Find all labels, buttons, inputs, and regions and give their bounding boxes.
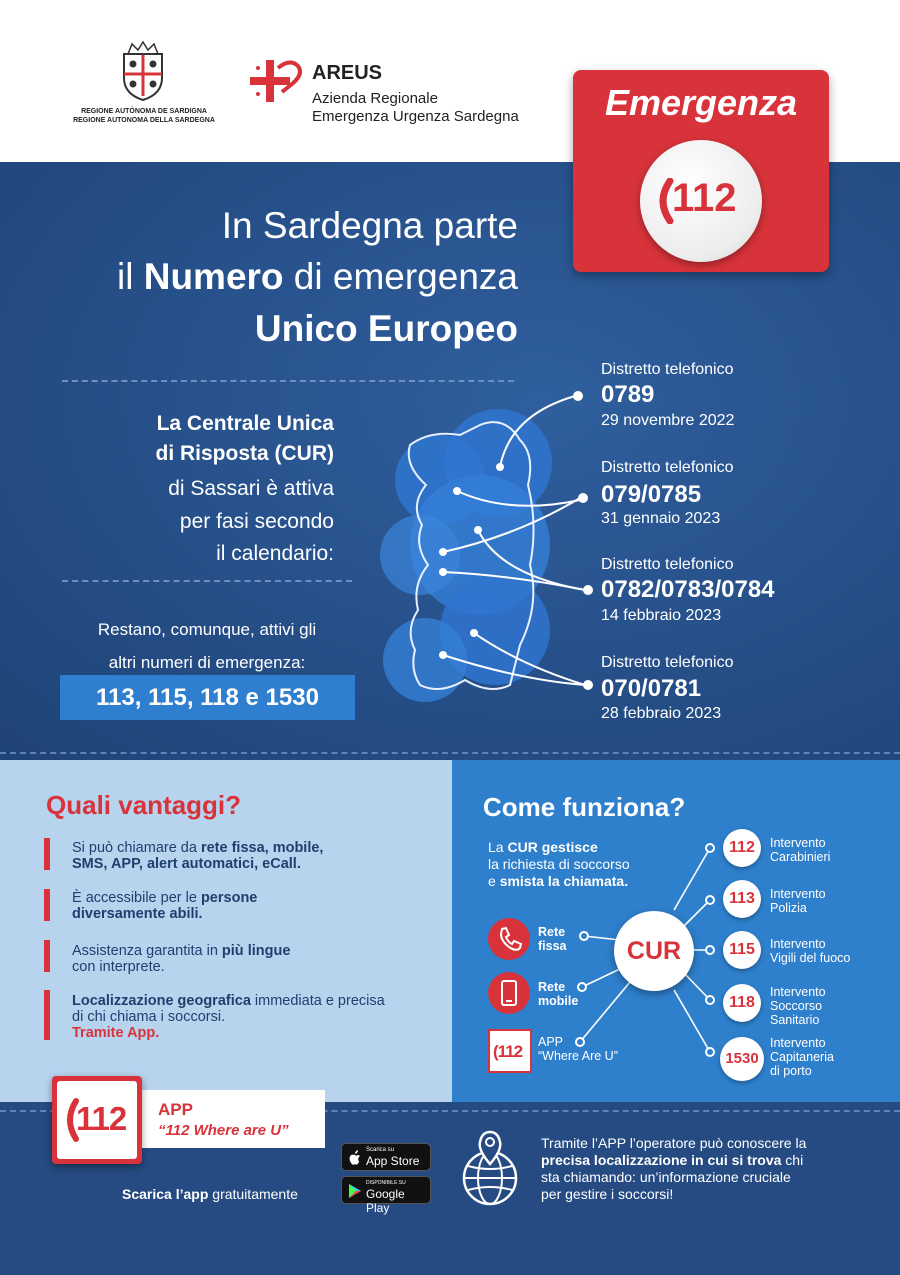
bullet-bar bbox=[44, 990, 50, 1040]
district-4-number: 070/0781 bbox=[601, 675, 702, 702]
other-numbers-box: 113, 115, 118 e 1530 bbox=[60, 675, 355, 720]
globe-location-icon bbox=[460, 1130, 520, 1206]
app-112-logo: 112 bbox=[52, 1076, 142, 1164]
areus-title: AREUS bbox=[312, 62, 383, 84]
output-1530-label: Intervento Capitaneria di porto bbox=[770, 1036, 834, 1078]
output-115-circle: 115 bbox=[723, 931, 761, 969]
google-play-icon bbox=[348, 1183, 362, 1199]
divider bbox=[0, 752, 900, 754]
district-1-date: 29 novembre 2022 bbox=[601, 412, 735, 429]
district-1-number: 0789 bbox=[601, 381, 655, 408]
district-4-label: Distretto telefonico bbox=[601, 654, 734, 671]
region-name: REGIONE AUTÒNOMA DE SARDIGNA REGIONE AUTONOMA DELLA SARDEGNA bbox=[73, 108, 215, 124]
areus-subtitle: Azienda Regionale Emergenza Urgenza Sardegna bbox=[312, 90, 519, 125]
mobile-phone-icon bbox=[488, 972, 530, 1014]
district-2-number: 079/0785 bbox=[601, 481, 702, 508]
emergency-badge bbox=[573, 70, 829, 272]
divider bbox=[62, 580, 352, 582]
bullet-bar bbox=[44, 889, 50, 921]
sardinia-map bbox=[370, 385, 595, 720]
how-description: La CUR gestisce la richiesta di soccorso e smista la chiamata. bbox=[488, 839, 630, 889]
output-118-label: Intervento Soccorso Sanitario bbox=[770, 985, 826, 1027]
cur-center-label: CUR bbox=[626, 937, 682, 965]
district-3-label: Distretto telefonico bbox=[601, 556, 734, 573]
app-info-text: Tramite l’APP l’operatore può conoscere la precisa localizzazione in cui si trova chi sta chiamando: un’informazione cruciale per gestire i soccorsi! bbox=[541, 1135, 807, 1202]
landline-phone-icon bbox=[488, 918, 530, 960]
cur-line2: di Risposta (CUR) bbox=[155, 442, 334, 465]
output-1530-circle: 1530 bbox=[720, 1037, 764, 1081]
bullet-bar bbox=[44, 838, 50, 870]
how-title: Come funziona? bbox=[483, 792, 686, 822]
areus-logo-icon bbox=[248, 56, 304, 106]
divider bbox=[62, 380, 514, 382]
district-3-number: 0782/0783/0784 bbox=[601, 576, 775, 603]
input-app-label: APP “Where Are U” bbox=[538, 1035, 618, 1063]
apple-icon bbox=[348, 1150, 362, 1166]
district-2-date: 31 gennaio 2023 bbox=[601, 510, 721, 527]
output-113-circle: 113 bbox=[723, 880, 761, 918]
output-112-circle: 112 bbox=[723, 829, 761, 867]
google-play-button[interactable]: DISPONIBILE SU Google Play bbox=[341, 1176, 431, 1204]
phone-bracket-icon bbox=[652, 178, 674, 224]
badge-circle bbox=[640, 140, 762, 262]
cur-line5: il calendario: bbox=[216, 542, 334, 565]
headline-line1: In Sardegna parte bbox=[221, 205, 518, 246]
output-113-label: Intervento Polizia bbox=[770, 887, 826, 915]
cur-line4: per fasi secondo bbox=[179, 510, 334, 533]
output-118-circle: 118 bbox=[723, 984, 761, 1022]
district-3-date: 14 febbraio 2023 bbox=[601, 607, 722, 624]
cur-line3: di Sassari è attiva bbox=[168, 477, 334, 500]
app-where-are-u-icon: (112 bbox=[488, 1029, 532, 1073]
other-numbers-text: Restano, comunque, attivi gli altri numeri di emergenza: bbox=[97, 620, 317, 672]
cur-line1: La Centrale Unica bbox=[156, 412, 334, 435]
app-label-box: APP “112 Where are U” bbox=[140, 1090, 325, 1148]
advantage-item-2: È accessibile per le persone diversamente abili. bbox=[72, 890, 258, 922]
district-2-label: Distretto telefonico bbox=[601, 459, 734, 476]
advantage-item-4: Localizzazione geografica immediata e precisa di chi chiama i soccorsi. Tramite App. bbox=[72, 993, 385, 1041]
input-landline-label: Rete fissa bbox=[538, 925, 567, 953]
app-store-button[interactable]: Scarica su App Store bbox=[341, 1143, 431, 1171]
region-crest-icon bbox=[112, 40, 174, 102]
headline-line2: il Numero di emergenza bbox=[116, 256, 518, 297]
output-115-label: Intervento Vigili del fuoco bbox=[770, 937, 851, 965]
district-1-label: Distretto telefonico bbox=[601, 361, 734, 378]
headline-line3: Unico Europeo bbox=[254, 308, 518, 349]
advantage-item-3: Assistenza garantita in più lingue con interprete. bbox=[72, 943, 291, 975]
bullet-bar bbox=[44, 940, 50, 972]
advantage-item-1: Si può chiamare da rete fissa, mobile, SMS, APP, alert automatici, eCall. bbox=[72, 840, 324, 872]
input-mobile-label: Rete mobile bbox=[538, 980, 579, 1008]
badge-title: Emergenza bbox=[604, 82, 798, 123]
district-4-date: 28 febbraio 2023 bbox=[601, 705, 722, 722]
cur-center-circle bbox=[614, 911, 694, 991]
output-112-label: Intervento Carabinieri bbox=[770, 836, 831, 864]
advantages-title: Quali vantaggi? bbox=[46, 790, 242, 820]
download-text: Scarica l’app gratuitamente bbox=[122, 1186, 298, 1202]
badge-number: 112 bbox=[672, 176, 737, 220]
